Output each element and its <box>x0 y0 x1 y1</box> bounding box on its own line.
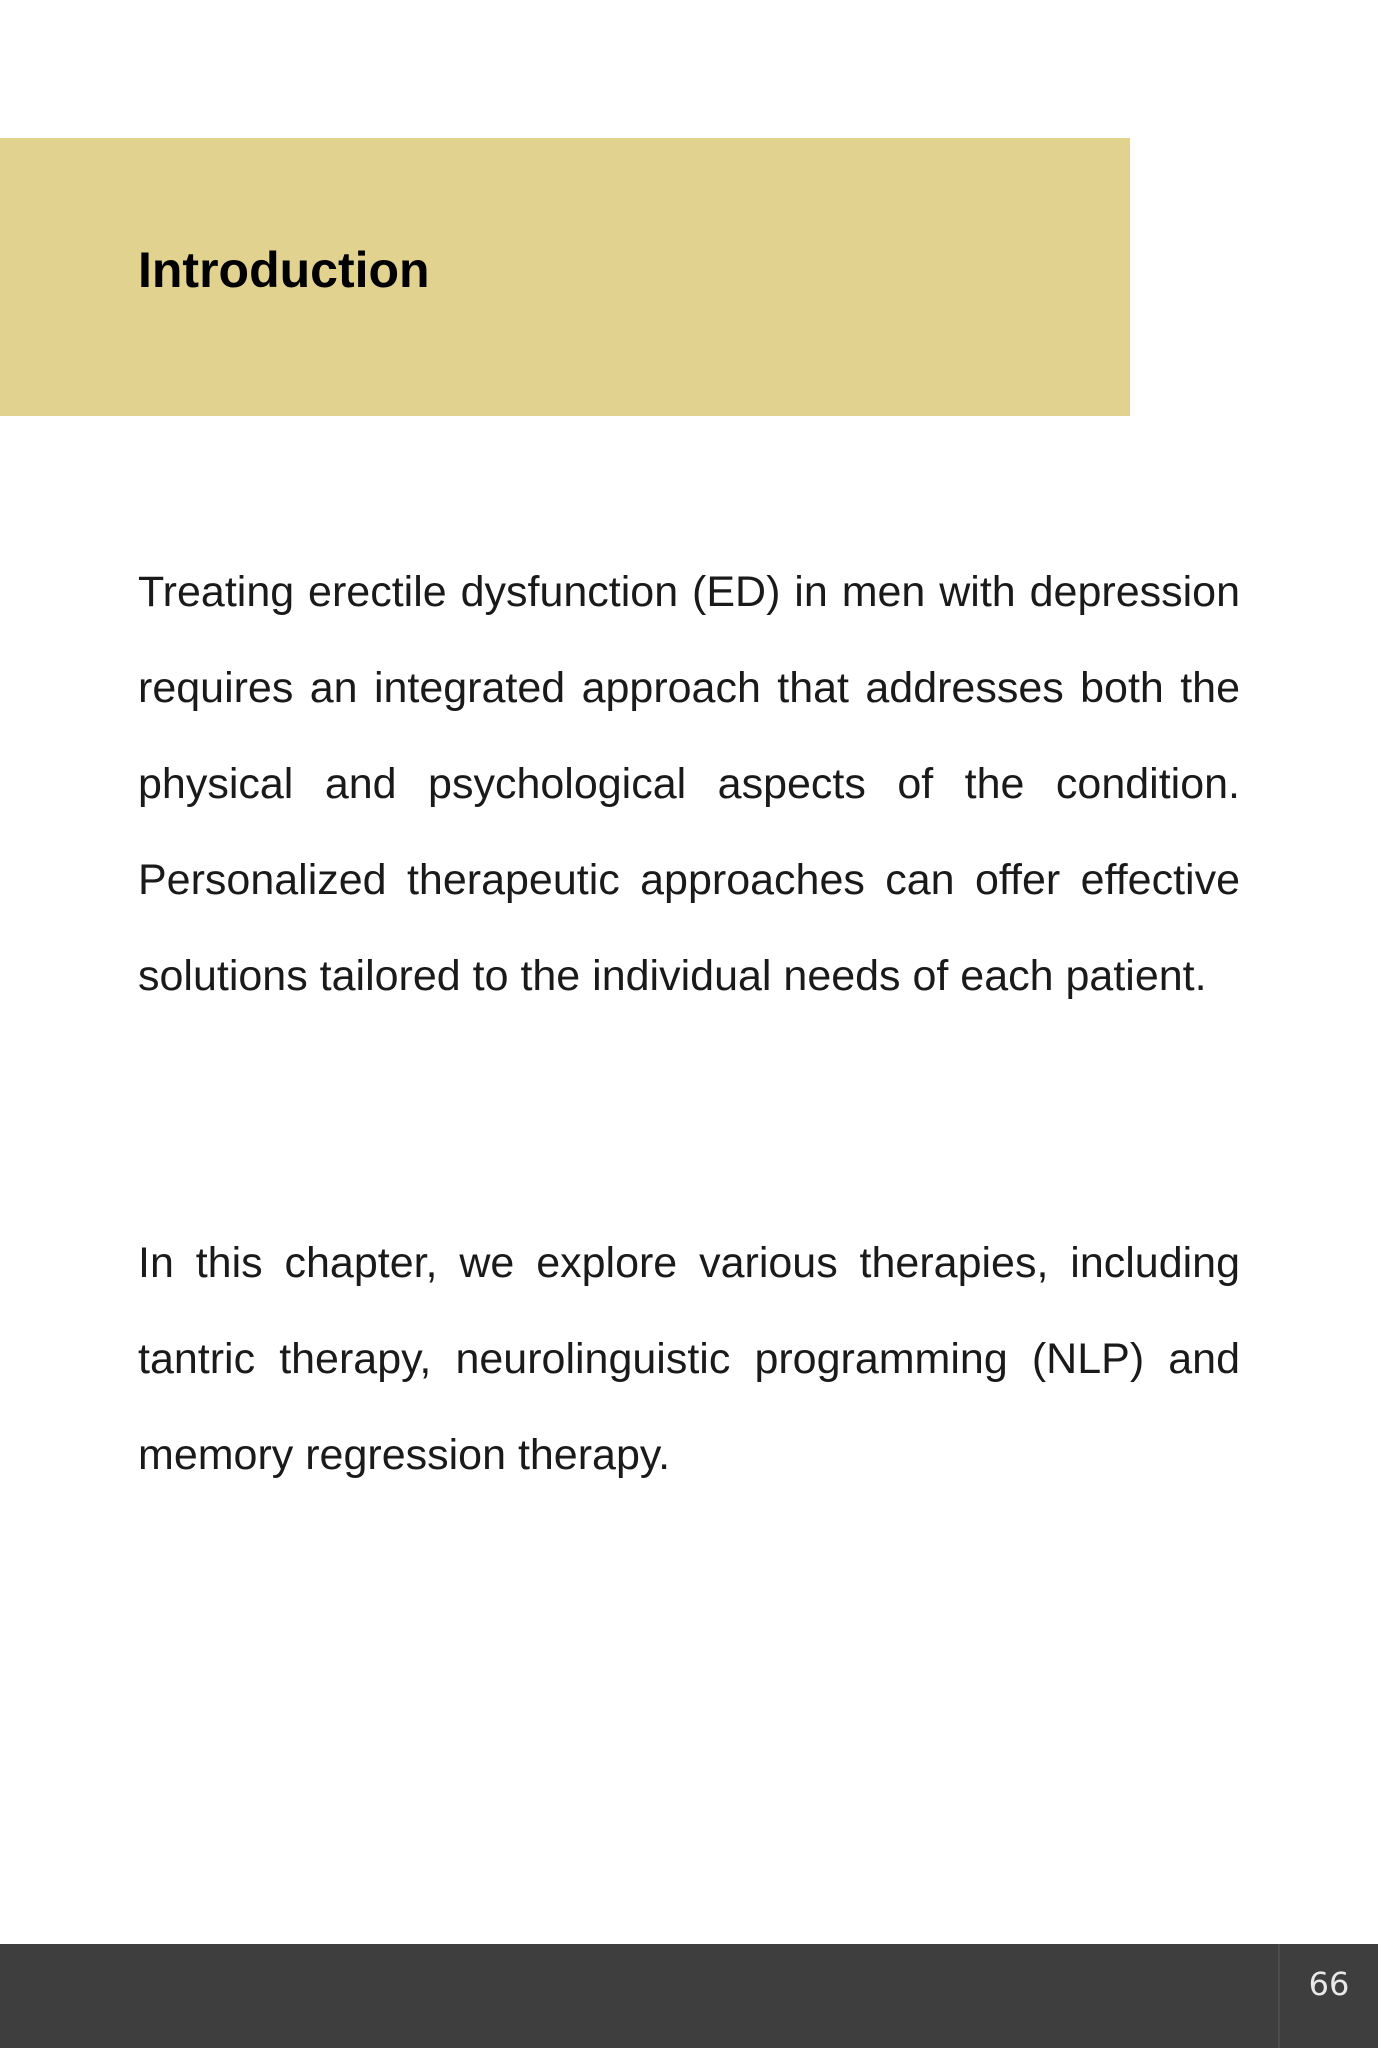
body-paragraph-1: Treating erectile dysfunction (ED) in men with depression requires an integrated approach that addresses both the physical and psychological aspects of the condition. Personalized therapeutic approaches can offer effective solutions tailored to the individual needs of each patient. <box>138 568 1240 1000</box>
footer-bar <box>0 1944 1378 2048</box>
page-number: 66 <box>1308 1965 1350 2003</box>
page-title: Introduction <box>138 242 430 298</box>
body-paragraph-2: In this chapter, we explore various therapies, including tantric therapy, neurolinguistic programming (NLP) and memory regression therapy. <box>138 1239 1240 1479</box>
